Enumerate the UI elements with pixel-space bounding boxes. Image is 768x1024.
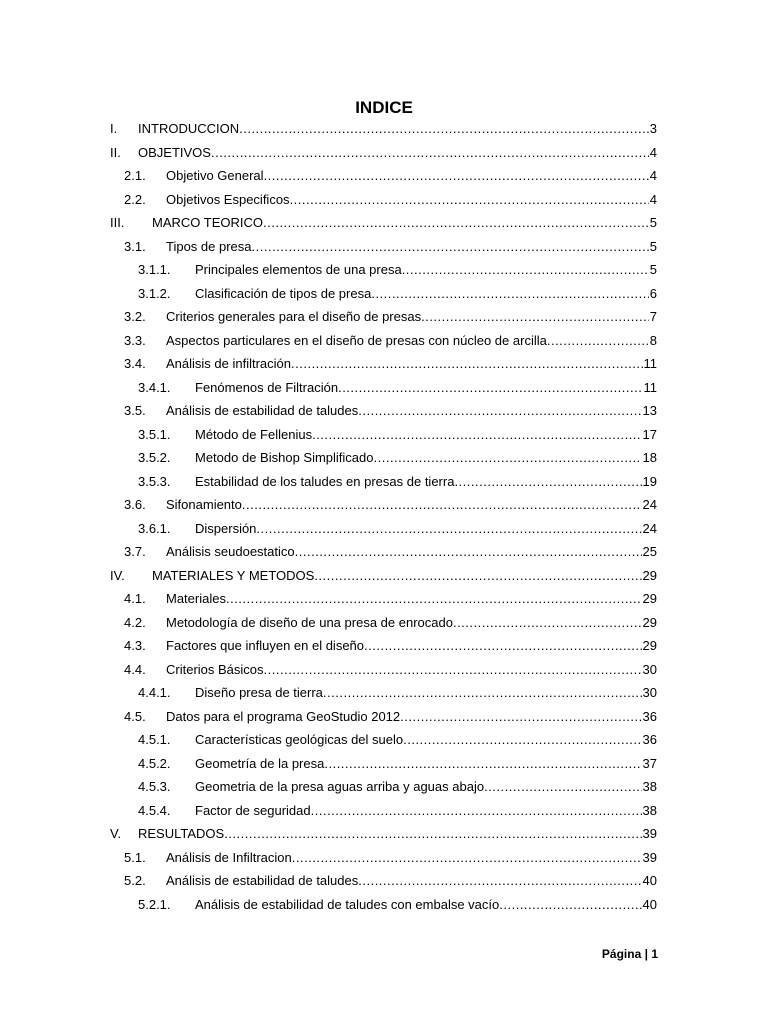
toc-entry[interactable] bbox=[138, 897, 657, 917]
toc-leader-dots bbox=[290, 192, 649, 207]
toc-entry-page: 4 bbox=[649, 168, 657, 183]
toc-entry-number: 5.2. bbox=[124, 873, 146, 888]
toc-entry-text: MARCO TEORICO bbox=[152, 215, 263, 230]
toc-entry[interactable] bbox=[124, 873, 657, 893]
toc-entry[interactable] bbox=[124, 497, 657, 517]
toc-entry[interactable] bbox=[124, 544, 657, 564]
toc-entry-number: 4.4. bbox=[124, 661, 146, 677]
toc-leader-dots bbox=[364, 638, 642, 653]
toc-entry-number: II. bbox=[110, 144, 121, 160]
toc-entry[interactable] bbox=[124, 850, 657, 870]
toc-entry[interactable] bbox=[138, 427, 657, 447]
toc-entry-page: 40 bbox=[642, 873, 657, 888]
toc-entry-text: Análisis de estabilidad de taludes bbox=[166, 403, 359, 418]
toc-entry-text: Criterios Básicos bbox=[166, 661, 264, 677]
toc-entry-number: 3.1.1. bbox=[138, 262, 171, 277]
toc-entry-text: Objetivo General bbox=[166, 168, 264, 183]
toc-entry-text: Materiales bbox=[166, 591, 226, 606]
footer-separator: | bbox=[644, 947, 648, 961]
toc-entry-text: Diseño presa de tierra bbox=[195, 685, 323, 700]
toc-leader-dots bbox=[263, 215, 649, 230]
toc-entry-page: 38 bbox=[642, 802, 657, 818]
toc-leader-dots bbox=[252, 239, 649, 254]
toc-entry-page: 30 bbox=[642, 661, 657, 677]
toc-leader-dots bbox=[358, 403, 641, 418]
toc-leader-dots bbox=[264, 168, 649, 183]
toc-entry-number: 2.1. bbox=[124, 168, 146, 183]
toc-entry-page: 24 bbox=[642, 520, 657, 536]
toc-leader-dots bbox=[374, 450, 642, 465]
toc-entry[interactable] bbox=[110, 568, 657, 588]
toc-entry-number: 3.5.1. bbox=[138, 426, 171, 442]
toc-entry[interactable] bbox=[138, 286, 657, 306]
toc-leader-dots bbox=[400, 709, 641, 724]
toc-entry-page: 30 bbox=[642, 685, 657, 700]
page-footer bbox=[602, 947, 658, 961]
toc-leader-dots bbox=[311, 803, 642, 818]
toc-entry-text: INTRODUCCION bbox=[138, 121, 240, 136]
toc-entry-text: Geometría de la presa bbox=[195, 755, 325, 771]
toc-leader-dots bbox=[292, 850, 642, 865]
toc-leader-dots bbox=[371, 286, 648, 301]
toc-entry[interactable] bbox=[110, 826, 657, 846]
toc-entry-number: 3.6.1. bbox=[138, 520, 171, 536]
toc-leader-dots bbox=[291, 356, 642, 371]
toc-entry-text: Metodología de diseño de una presa de enrocado bbox=[166, 614, 453, 630]
toc-entry-page: 29 bbox=[642, 567, 657, 583]
toc-entry-text: Fenómenos de Filtración bbox=[195, 379, 339, 395]
toc-entry-number: 4.4.1. bbox=[138, 685, 171, 700]
toc-entry[interactable] bbox=[124, 168, 657, 188]
toc-entry-text: Análisis seudoestatico bbox=[166, 544, 295, 559]
toc-entry-page: 37 bbox=[642, 755, 657, 771]
toc-entry-page: 38 bbox=[642, 779, 657, 794]
toc-entry-number: 3.7. bbox=[124, 544, 146, 559]
toc-leader-dots bbox=[211, 145, 649, 160]
toc-entry-number: 3.6. bbox=[124, 497, 146, 512]
toc-entry-page: 40 bbox=[642, 896, 657, 912]
toc-entry-page: 39 bbox=[642, 826, 657, 841]
toc-entry-page: 17 bbox=[642, 426, 657, 442]
toc-entry-page: 36 bbox=[642, 732, 657, 747]
toc-entry-number: I. bbox=[110, 121, 118, 136]
toc-leader-dots bbox=[312, 427, 641, 442]
toc-entry-page: 5 bbox=[649, 215, 657, 230]
toc-entry-text: Características geológicas del suelo bbox=[195, 732, 404, 747]
toc-entry-text: Criterios generales para el diseño de presas bbox=[166, 309, 422, 324]
toc-entry-page: 13 bbox=[642, 403, 657, 418]
toc-entry[interactable] bbox=[124, 309, 657, 329]
toc-entry-text: Análisis de estabilidad de taludes con embalse vacío bbox=[195, 896, 500, 912]
toc-entry[interactable] bbox=[110, 121, 657, 141]
toc-entry-page: 18 bbox=[642, 450, 657, 465]
toc-entry[interactable] bbox=[124, 615, 657, 635]
toc-entry-page: 7 bbox=[649, 309, 657, 324]
toc-leader-dots bbox=[226, 591, 642, 606]
toc-entry-number: 3.2. bbox=[124, 309, 146, 324]
toc-entry-number: 2.2. bbox=[124, 191, 146, 207]
toc-entry[interactable] bbox=[124, 591, 657, 611]
toc-entry[interactable] bbox=[124, 638, 657, 658]
toc-leader-dots bbox=[403, 732, 641, 747]
toc-entry-page: 29 bbox=[642, 638, 657, 653]
toc-entry[interactable] bbox=[110, 215, 657, 235]
footer-label: Página bbox=[601, 947, 642, 961]
toc-entry-text: Análisis de Infiltracion bbox=[166, 849, 292, 865]
toc-entry-page: 29 bbox=[642, 591, 657, 606]
toc-entry[interactable] bbox=[124, 333, 657, 353]
toc-leader-dots bbox=[224, 826, 641, 841]
toc-entry-number: 4.5.1. bbox=[138, 732, 171, 747]
toc-entry-page: 5 bbox=[649, 238, 657, 254]
toc-entry[interactable] bbox=[138, 732, 657, 752]
toc-entry[interactable] bbox=[124, 239, 657, 259]
toc-entry[interactable] bbox=[110, 145, 657, 165]
toc-entry[interactable] bbox=[138, 756, 657, 776]
toc-entry[interactable] bbox=[138, 262, 657, 282]
toc-entry-number: 4.5.4. bbox=[138, 802, 171, 818]
toc-entry[interactable] bbox=[138, 521, 657, 541]
toc-leader-dots bbox=[324, 756, 641, 771]
toc-entry-number: 5.1. bbox=[124, 849, 146, 865]
toc-entry-number: 5.2.1. bbox=[138, 896, 171, 912]
toc-entry-page: 36 bbox=[642, 708, 657, 724]
toc-entry-number: 4.5.2. bbox=[138, 755, 171, 771]
toc-entry-number: IV. bbox=[110, 567, 125, 583]
toc-entry-page: 24 bbox=[642, 497, 657, 512]
toc-entry-page: 11 bbox=[643, 356, 657, 371]
toc-title: INDICE bbox=[355, 98, 413, 117]
toc-entry-number: 3.4.1. bbox=[138, 379, 171, 395]
toc-entry-text: Sifonamiento bbox=[166, 497, 242, 512]
toc-entry-page: 4 bbox=[649, 191, 657, 207]
toc-entry[interactable] bbox=[138, 474, 657, 494]
toc-entry-text: Datos para el programa GeoStudio 2012 bbox=[166, 708, 401, 724]
toc-leader-dots bbox=[314, 568, 641, 583]
toc-entry-text: Factor de seguridad bbox=[195, 802, 311, 818]
toc-entry[interactable] bbox=[124, 192, 657, 212]
toc-entry[interactable] bbox=[124, 662, 657, 682]
toc-entry-number: V. bbox=[110, 826, 122, 841]
toc-leader-dots bbox=[242, 497, 642, 512]
toc-entry-page: 4 bbox=[649, 144, 657, 160]
toc-entry-number: 4.1. bbox=[124, 591, 146, 606]
toc-entry-text: Tipos de presa bbox=[166, 238, 252, 254]
toc-entry-text: Objetivos Especificos bbox=[166, 191, 290, 207]
toc-leader-dots bbox=[421, 309, 649, 324]
toc-entry-page: 29 bbox=[642, 614, 657, 630]
toc-entry-number: 3.1. bbox=[124, 238, 146, 254]
toc-entry[interactable] bbox=[124, 403, 657, 423]
toc-leader-dots bbox=[499, 897, 641, 912]
toc-leader-dots bbox=[453, 615, 642, 630]
toc-entry-text: MATERIALES Y METODOS bbox=[152, 567, 315, 583]
toc-leader-dots bbox=[295, 544, 642, 559]
toc-leader-dots bbox=[338, 380, 642, 395]
toc-leader-dots bbox=[264, 662, 642, 677]
toc-entry-text: Clasificación de tipos de presa bbox=[195, 285, 372, 301]
toc-leader-dots bbox=[454, 474, 641, 489]
toc-entry[interactable] bbox=[124, 356, 657, 376]
toc-leader-dots bbox=[484, 779, 641, 794]
toc-entry-page: 19 bbox=[642, 473, 657, 489]
toc-entry-text: Principales elementos de una presa bbox=[195, 262, 402, 277]
toc-entry-number: 4.5.3. bbox=[138, 779, 171, 794]
toc-entry-page: 11 bbox=[643, 379, 657, 395]
toc-entry-page: 25 bbox=[642, 544, 657, 559]
toc-entry-text: Estabilidad de los taludes en presas de tierra bbox=[195, 473, 455, 489]
toc-leader-dots bbox=[323, 685, 642, 700]
toc-entry-text: Dispersión bbox=[195, 520, 257, 536]
toc-leader-dots bbox=[358, 873, 641, 888]
toc-entry-text: Factores que influyen en el diseño bbox=[166, 638, 365, 653]
toc-entry-text: Método de Fellenius bbox=[195, 426, 313, 442]
toc-entry-number: 3.5. bbox=[124, 403, 146, 418]
toc-entry-page: 39 bbox=[642, 849, 657, 865]
toc-entry-text: RESULTADOS bbox=[138, 826, 225, 841]
toc-leader-dots bbox=[547, 333, 649, 348]
toc-entry-number: 4.5. bbox=[124, 708, 146, 724]
toc-entry-page: 6 bbox=[649, 285, 657, 301]
toc-entry-text: OBJETIVOS bbox=[138, 144, 211, 160]
toc-entry[interactable] bbox=[138, 803, 657, 823]
toc-leader-dots bbox=[402, 262, 649, 277]
footer-page-number: 1 bbox=[651, 947, 658, 961]
toc-leader-dots bbox=[256, 521, 641, 536]
toc-entry-number: 3.4. bbox=[124, 356, 146, 371]
toc-entry-page: 8 bbox=[649, 332, 657, 348]
toc-entry-number: 4.3. bbox=[124, 638, 146, 653]
toc-entry-text: Metodo de Bishop Simplificado bbox=[195, 450, 374, 465]
toc-leader-dots bbox=[239, 121, 649, 136]
toc-entry-page: 5 bbox=[649, 262, 657, 277]
toc-entry-text: Aspectos particulares en el diseño de presas con núcleo de arcilla bbox=[166, 332, 547, 348]
toc-entry-page: 3 bbox=[649, 121, 657, 136]
toc-entry-number: 3.3. bbox=[124, 332, 146, 348]
toc-entry-number: 3.5.3. bbox=[138, 473, 171, 489]
toc-entry-number: 3.5.2. bbox=[138, 450, 171, 465]
toc-entry[interactable] bbox=[138, 450, 657, 470]
toc-entry[interactable] bbox=[138, 779, 657, 799]
toc-entry-number: III. bbox=[110, 215, 125, 230]
toc-entry-number: 3.1.2. bbox=[138, 285, 171, 301]
toc-entry[interactable] bbox=[124, 709, 657, 729]
toc-entry[interactable] bbox=[138, 380, 657, 400]
toc-entry-text: Análisis de estabilidad de taludes bbox=[166, 873, 359, 888]
toc-entry[interactable] bbox=[138, 685, 657, 705]
toc-entry-text: Análisis de infiltración bbox=[166, 356, 292, 371]
toc-entry-text: Geometria de la presa aguas arriba y aguas abajo bbox=[195, 779, 485, 794]
toc-entry-number: 4.2. bbox=[124, 614, 146, 630]
